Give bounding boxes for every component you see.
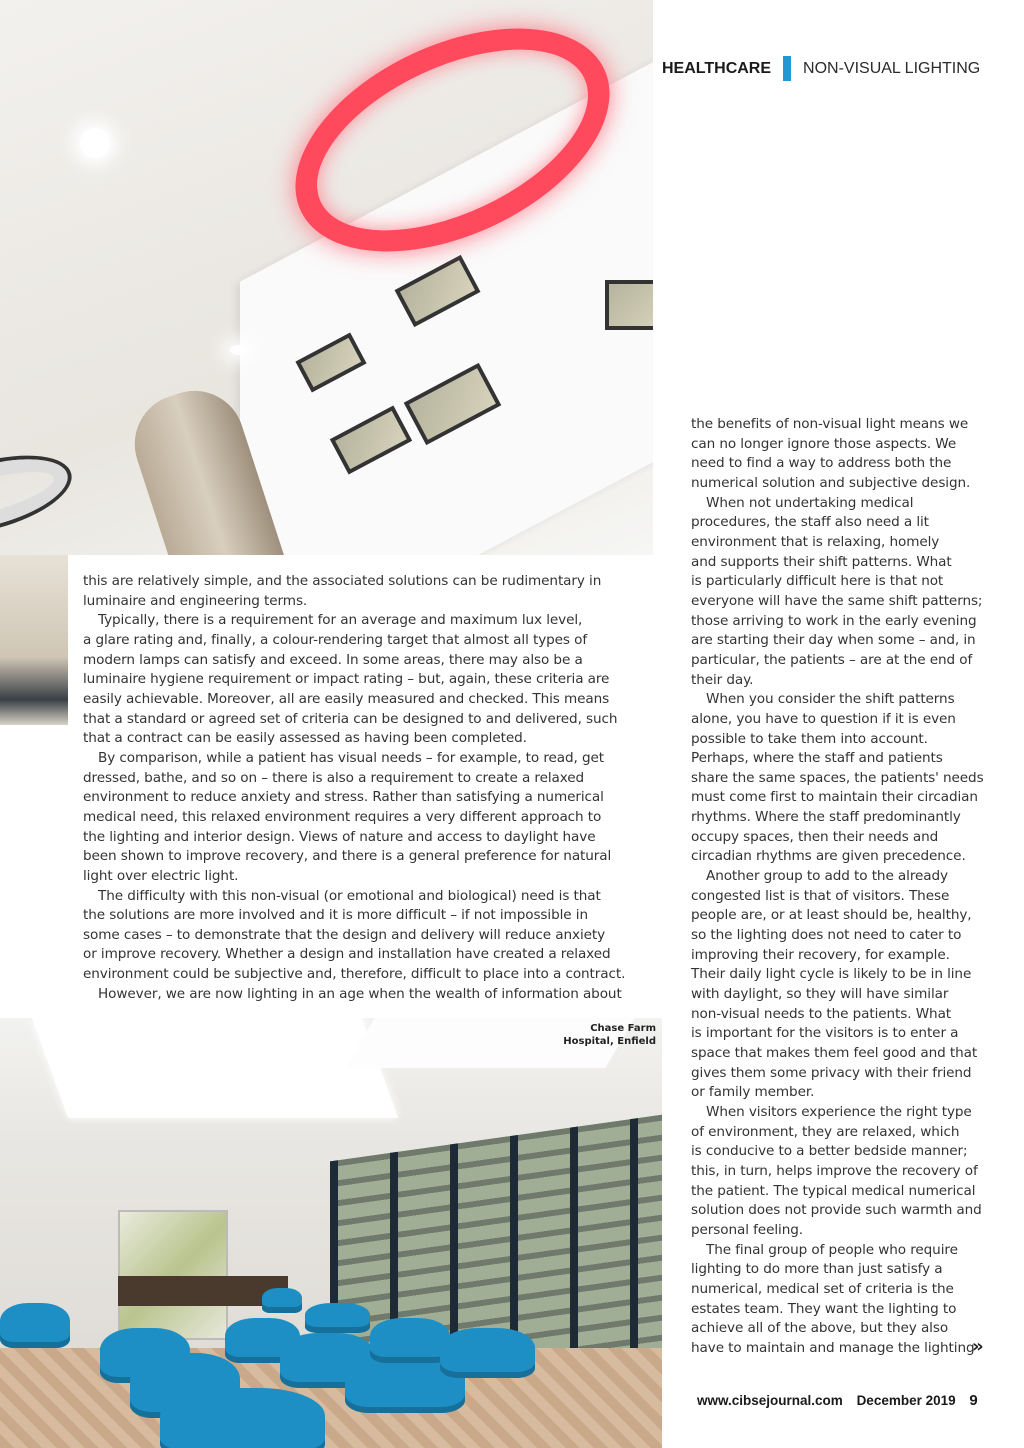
text-line: been shown to improve recovery, and there is a general preference for natural: [83, 848, 612, 865]
text-line: can no longer ignore those aspects. We: [691, 435, 957, 452]
text-line: gives them some privacy with their friend: [691, 1064, 972, 1081]
page-number: 9: [969, 1392, 978, 1409]
text-line: everyone will have the same shift patterns;: [691, 592, 983, 609]
caption-line: Chase Farm: [590, 1023, 656, 1034]
waiting-room-photo: [0, 1018, 662, 1448]
section-header: [662, 56, 980, 81]
text-line: Typically, there is a requirement for an average and maximum lux level,: [98, 612, 583, 629]
text-line: their day.: [691, 671, 754, 688]
text-line: need to find a way to address both the: [691, 455, 952, 472]
text-line: Perhaps, where the staff and patients: [691, 750, 943, 767]
text-line: this, in turn, helps improve the recovery of: [691, 1162, 978, 1179]
text-line: lighting to do more than just satisfy a: [691, 1261, 943, 1278]
text-line: is conducive to a better bedside manner;: [691, 1143, 968, 1160]
atrium-photo: [0, 0, 653, 555]
text-line: must come first to maintain their circadian: [691, 789, 978, 806]
right-text-column: [691, 415, 984, 1359]
text-line: numerical, medical set of criteria is the: [691, 1280, 954, 1297]
issue-date: December 2019: [856, 1393, 956, 1408]
text-line: the solutions are more involved and it is more difficult – if not impossible in: [83, 907, 588, 924]
text-line: the lighting and interior design. Views of nature and access to daylight have: [83, 828, 596, 845]
text-line: The final group of people who require: [706, 1241, 958, 1258]
text-line: occupy spaces, then their needs and: [691, 828, 939, 845]
journal-url[interactable]: www.cibsejournal.com: [697, 1393, 843, 1408]
text-line: have to maintain and manage the lighting: [691, 1339, 975, 1356]
section-label: HEALTHCARE: [662, 59, 772, 77]
text-line: are starting their day when some – and, in: [691, 632, 976, 649]
text-line: congested list is that of visitors. These: [691, 887, 950, 904]
text-line: luminaire and engineering terms.: [83, 592, 308, 609]
text-line: that a contract can be easily assessed as having been completed.: [83, 730, 527, 747]
photo-caption: [563, 1022, 656, 1048]
text-line: The difficulty with this non-visual (or emotional and biological) need is that: [98, 887, 601, 904]
text-line: is particularly difficult here is that not: [691, 573, 944, 590]
text-line: with daylight, so they will have similar: [691, 986, 949, 1003]
atrium-photo-strip: [0, 555, 68, 725]
text-line: Another group to add to the already: [706, 868, 948, 885]
text-line: so the lighting does not need to cater to: [691, 927, 962, 944]
text-line: some cases – to demonstrate that the design and delivery will reduce anxiety: [83, 926, 606, 943]
text-line: alone, you have to question if it is even: [691, 710, 956, 727]
section-divider: [783, 56, 791, 81]
text-line: share the same spaces, the patients' needs: [691, 769, 984, 786]
text-line: achieve all of the above, but they also: [691, 1320, 949, 1337]
text-line: a glare rating and, finally, a colour-rendering target that almost all types of: [83, 631, 588, 648]
continue-arrow-icon: »: [972, 1336, 984, 1357]
page-footer: [697, 1392, 988, 1409]
chair: [305, 1303, 370, 1333]
text-line: improving their recovery, for example.: [691, 946, 950, 963]
text-line: modern lamps can satisfy and exceed. In some areas, there may also be a: [83, 651, 583, 668]
text-line: this are relatively simple, and the associated solutions can be rudimentary in: [83, 573, 602, 589]
text-line: solution does not provide such warmth and: [691, 1202, 982, 1219]
text-line: or improve recovery. Whether a design and installation have created a relaxed: [83, 946, 611, 963]
text-line: circadian rhythms are given precedence.: [691, 848, 966, 865]
text-line: the benefits of non-visual light means we: [691, 416, 969, 432]
topic-label: NON-VISUAL LIGHTING: [803, 59, 981, 77]
chair: [440, 1328, 535, 1378]
ring-luminaire: [0, 445, 75, 544]
caption-line: Hospital, Enfield: [563, 1036, 656, 1047]
ceiling-light: [230, 345, 246, 355]
text-line: procedures, the staff also need a lit: [691, 514, 929, 531]
text-line: dressed, bathe, and so on – there is also a requirement to create a relaxed: [83, 769, 585, 786]
text-line: However, we are now lighting in an age when the wealth of information about: [98, 985, 622, 1002]
chair: [0, 1303, 70, 1348]
text-line: environment to reduce anxiety and stress. Rather than satisfying a numerical: [83, 789, 604, 806]
text-line: easily achievable. Moreover, all are easily measured and checked. This means: [83, 690, 610, 707]
text-line: estates team. They want the lighting to: [691, 1300, 957, 1317]
chair: [370, 1318, 450, 1363]
chair: [262, 1288, 302, 1313]
text-line: environment could be subjective and, therefore, difficult to place into a contract.: [83, 966, 626, 983]
chair: [160, 1388, 325, 1448]
text-line: particular, the patients – are at the end of: [691, 651, 973, 668]
text-line: is important for the visitors is to enter a: [691, 1025, 959, 1042]
text-line: numerical solution and subjective design.: [691, 474, 971, 491]
text-line: possible to take them into account.: [691, 730, 928, 747]
text-line: of environment, they are relaxed, which: [691, 1123, 960, 1140]
text-line: Their daily light cycle is likely to be in line: [691, 966, 972, 983]
skylight: [32, 1018, 398, 1118]
text-line: non-visual needs to the patients. What: [691, 1005, 952, 1022]
text-line: When you consider the shift patterns: [706, 691, 955, 708]
text-line: rhythms. Where the staff predominantly: [691, 809, 961, 826]
text-line: that a standard or agreed set of criteria can be designed to and delivered, such: [83, 710, 618, 727]
text-line: space that makes them feel good and that: [691, 1045, 978, 1061]
window: [605, 280, 653, 330]
text-line: light over electric light.: [83, 867, 239, 884]
text-line: When visitors experience the right type: [706, 1103, 972, 1120]
left-text-column: [83, 572, 625, 1004]
text-line: or family member.: [691, 1084, 815, 1101]
text-line: When not undertaking medical: [706, 494, 914, 511]
leaf-panel: [118, 1210, 228, 1340]
text-line: By comparison, while a patient has visual needs – for example, to read, get: [98, 749, 605, 766]
ceiling-light: [80, 128, 110, 158]
text-line: those arriving to work in the early evening: [691, 612, 977, 629]
text-line: environment that is relaxing, homely: [691, 533, 940, 550]
text-line: the patient. The typical medical numerical: [691, 1182, 976, 1199]
text-line: personal feeling.: [691, 1221, 803, 1238]
text-line: luminaire hygiene requirement or impact rating – but, again, these criteria are: [83, 671, 610, 688]
text-line: and supports their shift patterns. What: [691, 553, 952, 570]
text-line: people are, or at least should be, healthy,: [691, 907, 972, 924]
text-line: medical need, this relaxed environment requires a very different approach to: [83, 808, 602, 825]
